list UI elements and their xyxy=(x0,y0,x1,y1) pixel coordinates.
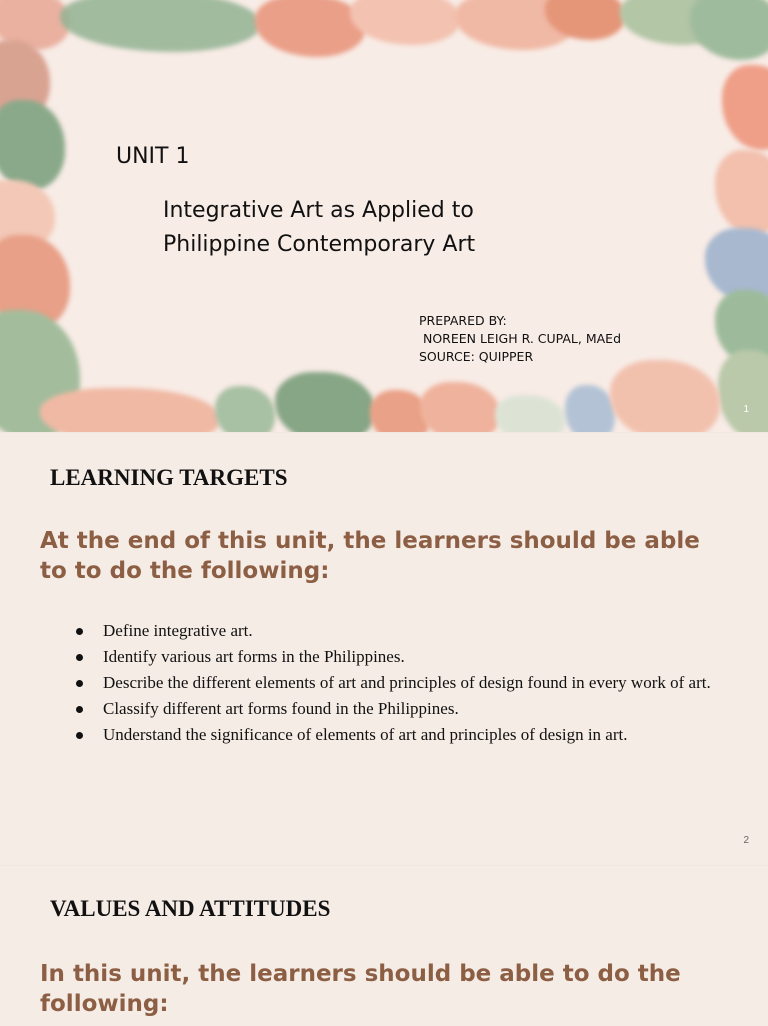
list-item: Define integrative art. xyxy=(74,618,724,644)
credits-block xyxy=(419,312,621,366)
presentation-title: Integrative Art as Applied to Philippine Contemporary Art xyxy=(163,198,476,257)
learning-targets-list xyxy=(74,618,724,748)
title-slide xyxy=(0,0,768,432)
section-heading: VALUES AND ATTITUDES xyxy=(50,896,331,921)
list-item: Describe the different elements of art and principles of design found in every work of art. xyxy=(74,670,724,696)
list-item: Identify various art forms in the Philippines. xyxy=(74,644,724,670)
unit-label: UNIT 1 xyxy=(116,144,190,169)
list-item: Understand the significance of elements of art and principles of design in art. xyxy=(74,722,724,748)
values-attitudes-slide xyxy=(0,865,768,1026)
list-item: Classify different art forms found in the Philippines. xyxy=(74,696,724,722)
prepared-by-label: PREPARED BY: xyxy=(419,313,507,328)
source-credit: SOURCE: QUIPPER xyxy=(419,349,534,364)
section-lead: In this unit, the learners should be able to do the following: xyxy=(40,961,681,1017)
section-heading: LEARNING TARGETS xyxy=(50,465,288,490)
section-lead: At the end of this unit, the learners should be able to to do the following: xyxy=(40,528,700,584)
slide-number: 2 xyxy=(743,835,749,846)
author-name: NOREEN LEIGH R. CUPAL, MAEd xyxy=(419,331,622,346)
slide-number: 1 xyxy=(743,404,749,415)
learning-targets-slide xyxy=(0,432,768,865)
